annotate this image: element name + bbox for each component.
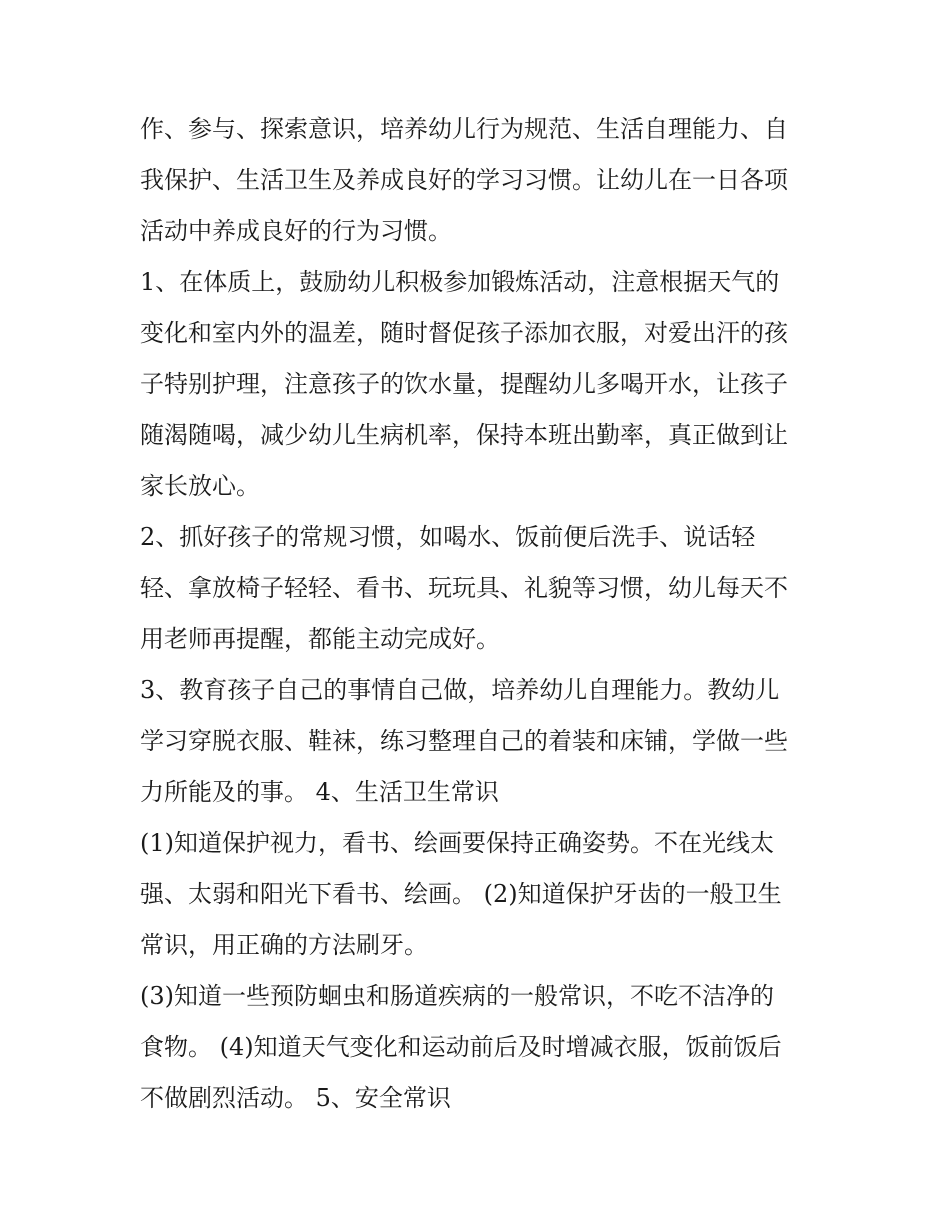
text-line: 常识，用正确的方法刷牙。 — [140, 931, 428, 959]
text-line: 作、参与、探索意识，培养幼儿行为规范、生活自理能力、自 — [140, 115, 788, 143]
text-line: 变化和室内外的温差，随时督促孩子添加衣服，对爱出汗的孩 — [140, 319, 788, 347]
text-line: 食物。 (4)知道天气变化和运动前后及时增减衣服，饭前饭后 — [140, 1033, 782, 1061]
text-line: 用老师再提醒，都能主动完成好。 — [140, 625, 500, 653]
text-line: 子特别护理，注意孩子的饮水量，提醒幼儿多喝开水，让孩子 — [140, 370, 788, 398]
body-text — [140, 104, 820, 1124]
text-line: 3、教育孩子自己的事情自己做，培养幼儿自理能力。教幼儿 — [140, 676, 780, 704]
text-line: 我保护、生活卫生及养成良好的学习习惯。让幼儿在一日各项 — [140, 166, 788, 194]
text-line: 家长放心。 — [140, 472, 260, 500]
text-line: 强、太弱和阳光下看书、绘画。 (2)知道保护牙齿的一般卫生 — [140, 880, 782, 908]
text-line: (3)知道一些预防蛔虫和肠道疾病的一般常识，不吃不洁净的 — [140, 982, 774, 1010]
text-line: 随渴随喝，减少幼儿生病机率，保持本班出勤率，真正做到让 — [140, 421, 788, 449]
text-line: 轻、拿放椅子轻轻、看书、玩玩具、礼貌等习惯，幼儿每天不 — [140, 574, 788, 602]
text-line: 力所能及的事。 4、生活卫生常识 — [140, 778, 499, 806]
text-line: (1)知道保护视力，看书、绘画要保持正确姿势。不在光线太 — [140, 829, 774, 857]
text-line: 2、抓好孩子的常规习惯，如喝水、饭前便后洗手、说话轻 — [140, 523, 756, 551]
text-line: 活动中养成良好的行为习惯。 — [140, 217, 452, 245]
text-line: 学习穿脱衣服、鞋袜，练习整理自己的着装和床铺，学做一些 — [140, 727, 788, 755]
text-line: 1、在体质上，鼓励幼儿积极参加锻炼活动，注意根据天气的 — [140, 268, 780, 296]
text-line: 不做剧烈活动。 5、安全常识 — [140, 1084, 451, 1112]
